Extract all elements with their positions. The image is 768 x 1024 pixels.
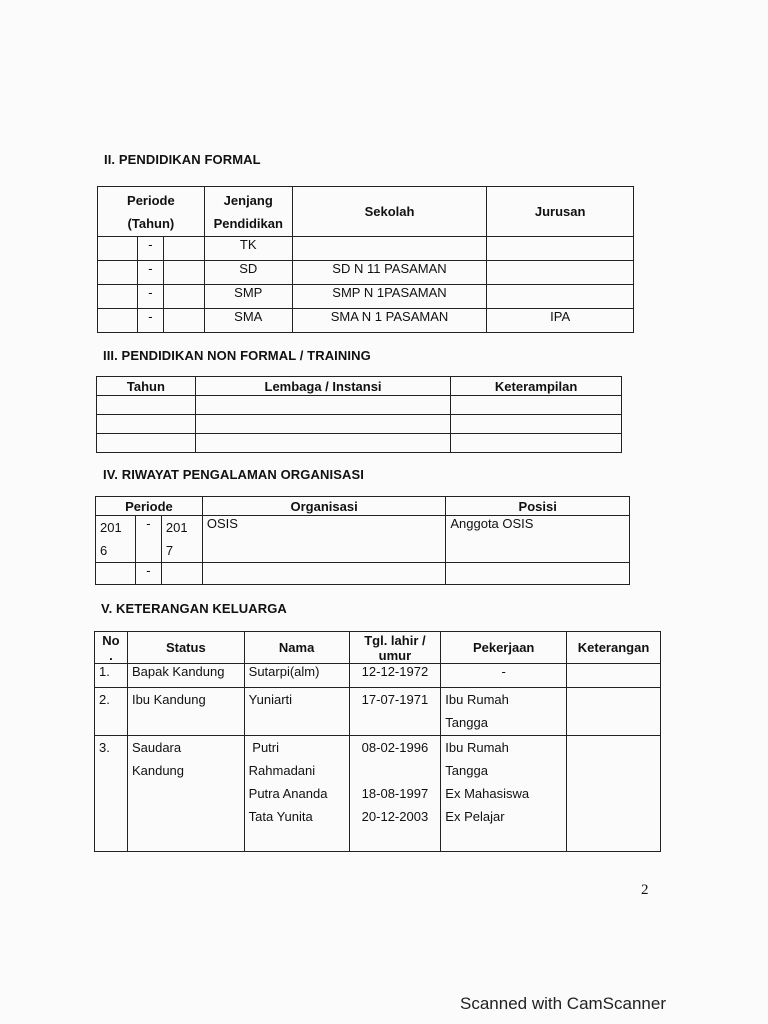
header-organisasi: Organisasi (202, 497, 445, 516)
period-to-cell: 201 7 (161, 516, 202, 563)
status-cell: Ibu Kandung (127, 688, 244, 736)
table-row (97, 415, 622, 434)
jenjang-cell: SD (204, 261, 292, 285)
keterangan-cell (567, 688, 661, 736)
jenjang-cell: TK (204, 237, 292, 261)
page-number: 2 (641, 882, 649, 898)
tgl-cell: 08-02-1996 18-08-1997 20-12-2003 (349, 736, 441, 852)
family-info-table (94, 631, 661, 852)
header-tgl-lahir: Tgl. lahir / umur (349, 632, 441, 664)
status-cell: Bapak Kandung (127, 664, 244, 688)
keterangan-cell (567, 664, 661, 688)
header-periode: Periode (Tahun) (98, 187, 205, 237)
table-row (96, 563, 630, 585)
header-posisi: Posisi (446, 497, 630, 516)
header-keterangan: Keterangan (567, 632, 661, 664)
no-cell: 2. (95, 688, 128, 736)
table-row (98, 237, 634, 261)
jenjang-cell: SMA (204, 309, 292, 333)
header-keterampilan: Keterampilan (451, 377, 622, 396)
sekolah-cell: SMA N 1 PASAMAN (292, 309, 487, 333)
header-tahun: Tahun (97, 377, 196, 396)
section-2-title: II. PENDIDIKAN FORMAL (104, 152, 261, 167)
table-row (98, 309, 634, 333)
table-row (98, 285, 634, 309)
header-pekerjaan: Pekerjaan (441, 632, 567, 664)
dash-cell: - (135, 563, 161, 585)
formal-education-table (97, 186, 634, 333)
header-jenjang: Jenjang Pendidikan (204, 187, 292, 237)
dash-cell: - (135, 516, 161, 563)
pekerjaan-cell: Ibu Rumah Tangga Ex Mahasiswa Ex Pelajar (441, 736, 567, 852)
tgl-cell: 12-12-1972 (349, 664, 441, 688)
period-from-cell: 201 6 (96, 516, 136, 563)
table-row (95, 664, 661, 688)
non-formal-training-table (96, 376, 622, 453)
table-row (98, 261, 634, 285)
table-row (97, 434, 622, 453)
sekolah-cell (292, 237, 487, 261)
keterangan-cell (567, 736, 661, 852)
posisi-cell: Anggota OSIS (446, 516, 630, 563)
scanner-watermark: Scanned with CamScanner (460, 994, 667, 1013)
section-3-title: III. PENDIDIKAN NON FORMAL / TRAINING (103, 348, 371, 363)
table-row (95, 736, 661, 852)
organisasi-cell: OSIS (202, 516, 445, 563)
dash-cell: - (137, 285, 163, 309)
header-periode: Periode (96, 497, 203, 516)
sekolah-cell: SMP N 1PASAMAN (292, 285, 487, 309)
jenjang-cell: SMP (204, 285, 292, 309)
header-jurusan: Jurusan (487, 187, 634, 237)
sekolah-cell: SD N 11 PASAMAN (292, 261, 487, 285)
pekerjaan-cell: Ibu Rumah Tangga (441, 688, 567, 736)
jurusan-cell (487, 237, 634, 261)
header-sekolah: Sekolah (292, 187, 487, 237)
organization-history-table (95, 496, 630, 585)
table-row (96, 516, 630, 563)
table-row (95, 688, 661, 736)
nama-cell: Putri Rahmadani Putra Ananda Tata Yunita (244, 736, 349, 852)
no-cell: 1. (95, 664, 128, 688)
nama-cell: Sutarpi(alm) (244, 664, 349, 688)
header-no: No . (95, 632, 128, 664)
header-nama: Nama (244, 632, 349, 664)
table-row (97, 396, 622, 415)
section-4-title: IV. RIWAYAT PENGALAMAN ORGANISASI (103, 467, 364, 482)
jurusan-cell (487, 285, 634, 309)
tgl-cell: 17-07-1971 (349, 688, 441, 736)
header-status: Status (127, 632, 244, 664)
header-lembaga: Lembaga / Instansi (195, 377, 450, 396)
no-cell: 3. (95, 736, 128, 852)
dash-cell: - (137, 261, 163, 285)
jurusan-cell: IPA (487, 309, 634, 333)
dash-cell: - (137, 237, 163, 261)
nama-cell: Yuniarti (244, 688, 349, 736)
jurusan-cell (487, 261, 634, 285)
pekerjaan-cell: - (441, 664, 567, 688)
section-5-title: V. KETERANGAN KELUARGA (101, 601, 287, 616)
dash-cell: - (137, 309, 163, 333)
status-cell: Saudara Kandung (127, 736, 244, 852)
